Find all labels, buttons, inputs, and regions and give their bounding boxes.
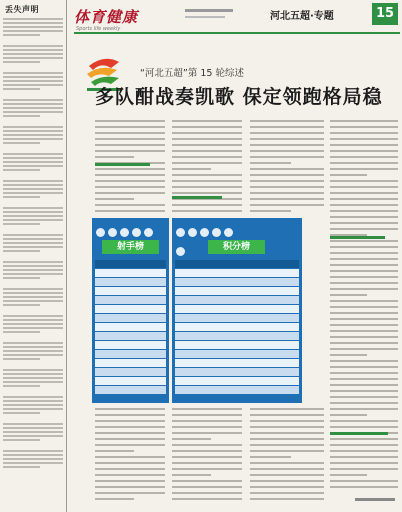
sponsor-logo-icon xyxy=(96,228,105,237)
text-line xyxy=(250,132,324,134)
text-line xyxy=(330,246,398,248)
table-row xyxy=(175,287,299,295)
text-line xyxy=(172,204,242,206)
sponsor-logos xyxy=(176,222,245,236)
text-line xyxy=(330,390,398,392)
text-line xyxy=(330,258,398,260)
text-line xyxy=(95,462,165,464)
text-line xyxy=(172,168,211,170)
text-line xyxy=(330,450,398,452)
text-line xyxy=(330,210,398,212)
text-line xyxy=(95,186,165,188)
text-line xyxy=(95,468,165,470)
table-row xyxy=(175,350,299,358)
table-row xyxy=(175,386,299,394)
sponsor-logo-icon xyxy=(108,228,117,237)
text-line xyxy=(250,444,324,446)
text-line xyxy=(172,180,242,182)
text-line xyxy=(250,450,324,452)
text-line xyxy=(250,438,324,440)
notice-item xyxy=(3,369,63,387)
table-row xyxy=(175,332,299,340)
text-line xyxy=(330,168,398,170)
text-line xyxy=(250,192,324,194)
text-line xyxy=(250,126,324,128)
table-row xyxy=(95,269,166,277)
sponsor-logo-icon xyxy=(188,228,197,237)
text-line xyxy=(330,474,367,476)
text-line xyxy=(172,132,242,134)
notice-item xyxy=(3,423,63,441)
text-line xyxy=(330,480,398,482)
text-line xyxy=(95,144,165,146)
text-line xyxy=(330,138,398,140)
text-line xyxy=(95,474,165,476)
text-line xyxy=(330,426,398,428)
text-line xyxy=(250,156,324,158)
text-line xyxy=(95,192,165,194)
text-line xyxy=(330,282,398,284)
text-line xyxy=(95,180,165,182)
page-header xyxy=(70,2,400,42)
text-line xyxy=(250,168,324,170)
text-line xyxy=(250,426,324,428)
text-line xyxy=(330,438,398,440)
text-line xyxy=(330,348,398,350)
table-row xyxy=(175,296,299,304)
notice-item xyxy=(3,153,63,171)
header-rule xyxy=(74,32,400,34)
text-line xyxy=(330,228,398,230)
text-line xyxy=(330,396,398,398)
text-line xyxy=(250,420,324,422)
text-line xyxy=(95,438,165,440)
text-line xyxy=(330,456,398,458)
left-column-title: 丢失声明 xyxy=(5,5,39,14)
text-line xyxy=(95,450,134,452)
table-row xyxy=(95,377,166,385)
text-line xyxy=(95,420,165,422)
text-line xyxy=(95,174,165,176)
byline xyxy=(355,498,395,501)
text-line xyxy=(172,186,242,188)
text-line xyxy=(250,204,324,206)
article-body-col-1 xyxy=(95,120,165,216)
text-line xyxy=(95,456,165,458)
notice-item xyxy=(3,45,63,63)
text-line xyxy=(172,192,242,194)
text-line xyxy=(95,432,165,434)
table-row xyxy=(95,305,166,313)
text-line xyxy=(250,474,324,476)
text-line xyxy=(250,198,324,200)
text-line xyxy=(330,270,398,272)
sponsor-logo-icon xyxy=(176,247,185,256)
table-row xyxy=(95,278,166,286)
table-row xyxy=(95,332,166,340)
text-line xyxy=(95,150,165,152)
text-line xyxy=(330,276,398,278)
text-line xyxy=(95,408,165,410)
text-line xyxy=(330,144,398,146)
article-headline: 多队酣战奏凯歌 保定领跑格局稳 xyxy=(95,86,383,108)
text-line xyxy=(172,150,242,152)
article-body-col-4 xyxy=(330,120,398,492)
table-row xyxy=(175,278,299,286)
text-line xyxy=(330,384,398,386)
text-line xyxy=(330,198,398,200)
text-line xyxy=(250,150,324,152)
table-row xyxy=(175,359,299,367)
sponsor-logo-icon xyxy=(132,228,141,237)
text-line xyxy=(250,498,324,500)
notice-item xyxy=(3,126,63,144)
notice-item xyxy=(3,342,63,360)
text-line xyxy=(95,204,165,206)
text-line xyxy=(250,162,291,164)
notice-item xyxy=(3,72,63,90)
text-line xyxy=(172,492,242,494)
text-line xyxy=(172,120,242,122)
text-line xyxy=(330,306,398,308)
text-line xyxy=(330,222,398,224)
text-line xyxy=(330,216,398,218)
text-line xyxy=(172,468,242,470)
text-line xyxy=(172,210,242,212)
sponsor-logo-icon xyxy=(200,228,209,237)
text-line xyxy=(330,240,398,242)
text-line xyxy=(95,138,165,140)
text-line xyxy=(250,414,324,416)
text-line xyxy=(172,156,242,158)
table-row xyxy=(95,350,166,358)
table-row xyxy=(95,323,166,331)
text-line xyxy=(172,462,242,464)
text-line xyxy=(95,498,134,500)
table-row xyxy=(95,260,166,268)
notice-item xyxy=(3,261,63,279)
article-body-col-3 xyxy=(250,120,324,216)
table-row xyxy=(95,368,166,376)
notice-item xyxy=(3,180,63,198)
left-notices-column xyxy=(3,3,63,509)
date-line xyxy=(185,9,233,12)
text-line xyxy=(330,294,367,296)
text-line xyxy=(172,438,211,440)
text-line xyxy=(330,162,398,164)
column-divider xyxy=(66,0,67,512)
table-row xyxy=(95,341,166,349)
article-subhead xyxy=(330,432,388,435)
sponsor-logo-icon xyxy=(212,228,221,237)
text-line xyxy=(95,120,165,122)
text-line xyxy=(330,342,398,344)
text-line xyxy=(250,186,324,188)
text-line xyxy=(330,372,398,374)
text-line xyxy=(95,168,165,170)
text-line xyxy=(95,486,165,488)
standings-table-rows xyxy=(175,260,299,395)
text-line xyxy=(172,426,242,428)
text-line xyxy=(172,498,242,500)
sponsor-logo-icon xyxy=(224,228,233,237)
text-line xyxy=(250,138,324,140)
text-line xyxy=(330,324,398,326)
article-body-col-6 xyxy=(172,408,242,504)
text-line xyxy=(172,486,242,488)
article-subhead xyxy=(95,163,150,166)
table-row xyxy=(175,341,299,349)
text-line xyxy=(95,492,165,494)
text-line xyxy=(330,132,398,134)
standings-table-panel xyxy=(172,218,302,403)
text-line xyxy=(330,420,398,422)
scorers-table xyxy=(92,218,169,403)
text-line xyxy=(330,156,398,158)
article-body-col-5 xyxy=(95,408,165,504)
text-line xyxy=(95,132,165,134)
text-line xyxy=(330,192,398,194)
masthead-subtitle: Sports life weekly xyxy=(76,26,121,32)
text-line xyxy=(330,126,398,128)
text-line xyxy=(330,354,367,356)
text-line xyxy=(250,480,324,482)
text-line xyxy=(330,408,398,410)
table-row xyxy=(95,314,166,322)
text-line xyxy=(250,408,324,410)
text-line xyxy=(172,444,242,446)
text-line xyxy=(330,204,398,206)
notice-item xyxy=(3,396,63,414)
text-line xyxy=(250,210,291,212)
text-line xyxy=(330,402,398,404)
notice-item xyxy=(3,315,63,333)
sponsor-logo-icon xyxy=(120,228,129,237)
text-line xyxy=(172,474,211,476)
sponsor-logos xyxy=(96,222,165,236)
text-line xyxy=(250,456,291,458)
notice-item xyxy=(3,18,63,36)
text-line xyxy=(330,174,367,176)
text-line xyxy=(330,186,398,188)
article-body-col-2 xyxy=(172,120,242,216)
text-line xyxy=(330,330,398,332)
notice-item xyxy=(3,288,63,306)
text-line xyxy=(330,252,398,254)
text-line xyxy=(330,318,398,320)
table-row xyxy=(175,260,299,268)
text-line xyxy=(172,144,242,146)
masthead-title: 体育健康 xyxy=(74,8,139,26)
text-line xyxy=(172,414,242,416)
table-row xyxy=(175,314,299,322)
text-line xyxy=(172,174,242,176)
editor-line xyxy=(185,16,225,18)
text-line xyxy=(172,480,242,482)
text-line xyxy=(250,174,324,176)
text-line xyxy=(250,492,324,494)
text-line xyxy=(95,444,165,446)
text-line xyxy=(330,180,398,182)
text-line xyxy=(95,198,134,200)
notice-item xyxy=(3,207,63,225)
text-line xyxy=(330,150,398,152)
text-line xyxy=(330,336,398,338)
text-line xyxy=(330,462,398,464)
notice-item xyxy=(3,99,63,117)
text-line xyxy=(250,468,324,470)
text-line xyxy=(250,144,324,146)
text-line xyxy=(330,468,398,470)
text-line xyxy=(250,432,324,434)
table-row xyxy=(95,359,166,367)
table-row xyxy=(175,305,299,313)
text-line xyxy=(172,450,242,452)
text-line xyxy=(330,444,398,446)
page-number-badge: 15 xyxy=(372,3,398,25)
text-line xyxy=(250,486,324,488)
text-line xyxy=(95,210,165,212)
article-subhead xyxy=(330,236,385,239)
text-line xyxy=(95,426,165,428)
text-line xyxy=(250,462,324,464)
standings-table-title: 积分榜 xyxy=(208,240,265,254)
scorers-table-title: 射手榜 xyxy=(102,240,159,254)
text-line xyxy=(172,456,242,458)
text-line xyxy=(250,180,324,182)
table-row xyxy=(95,287,166,295)
table-row xyxy=(95,296,166,304)
text-line xyxy=(172,138,242,140)
sponsor-logo-icon xyxy=(144,228,153,237)
text-line xyxy=(95,480,165,482)
text-line xyxy=(330,360,398,362)
notice-item xyxy=(3,234,63,252)
table-row xyxy=(175,323,299,331)
text-line xyxy=(95,414,165,416)
text-line xyxy=(172,162,242,164)
table-row xyxy=(175,377,299,385)
table-row xyxy=(175,368,299,376)
text-line xyxy=(330,120,398,122)
text-line xyxy=(330,366,398,368)
text-line xyxy=(330,264,398,266)
article-subhead xyxy=(172,196,222,199)
table-row xyxy=(95,386,166,394)
section-label: 河北五超·专题 xyxy=(270,11,334,22)
article-body-col-7 xyxy=(250,408,324,504)
text-line xyxy=(330,288,398,290)
text-line xyxy=(330,312,398,314)
text-line xyxy=(95,156,134,158)
text-line xyxy=(172,126,242,128)
text-line xyxy=(95,126,165,128)
notice-item xyxy=(3,450,63,468)
text-line xyxy=(330,378,398,380)
text-line xyxy=(330,300,398,302)
table-row xyxy=(175,269,299,277)
text-line xyxy=(172,420,242,422)
scorers-table-rows xyxy=(95,260,166,395)
text-line xyxy=(172,432,242,434)
text-line xyxy=(172,408,242,410)
text-line xyxy=(330,414,367,416)
text-line xyxy=(330,486,398,488)
sponsor-logo-icon xyxy=(176,228,185,237)
text-line xyxy=(250,120,324,122)
article-kicker: “河北五超”第 15 轮综述 xyxy=(140,68,244,79)
